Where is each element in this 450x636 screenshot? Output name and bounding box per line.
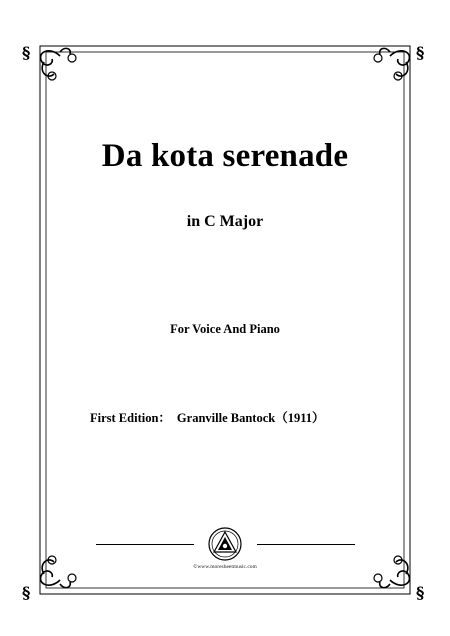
svg-text:§: § [22, 583, 31, 602]
svg-text:§: § [416, 43, 425, 62]
right-divider [257, 544, 355, 545]
left-divider [96, 544, 194, 545]
scroll-flourish-icon [41, 48, 71, 76]
composer-name: Granville Bantock（1911） [176, 411, 325, 425]
key-signature-text: in C Major [186, 213, 264, 230]
triangle-seal-emblem-icon [207, 524, 243, 564]
publisher-website: ©www.moresheetmusic.com [193, 564, 257, 570]
svg-text:§: § [416, 583, 425, 602]
edition-label: First Edition： [90, 411, 171, 425]
svg-text:§: § [22, 43, 31, 62]
instrumentation-text: For Voice And Piano [170, 322, 280, 336]
piece-title: Da kota serenade [101, 138, 349, 174]
edition-line [90, 410, 325, 426]
